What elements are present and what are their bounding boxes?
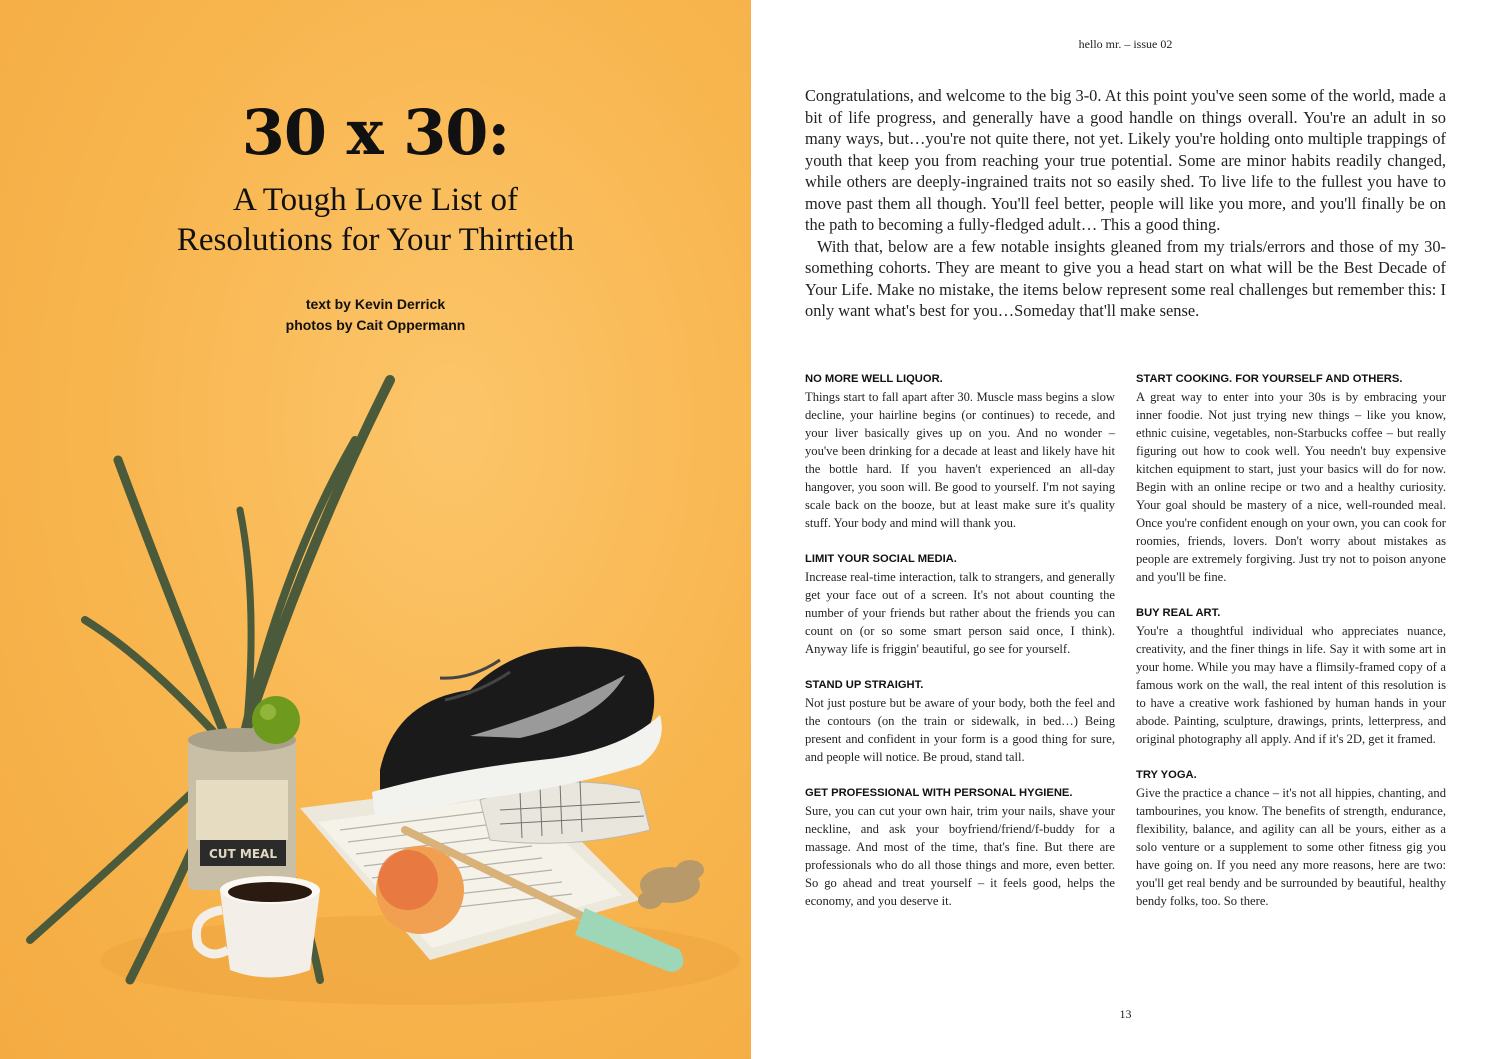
lime [252,696,300,744]
resolution-body: You're a thoughtful individual who appreciates nuance, creativity, and the finer things in life. Say it with some art in your home. While you may have a flimsily-framed copy of a famous work on the wall, the real intent of this resolution is to have a creative work fashioned by human hands in your abode. Painting, sculpture, drawings, prints, letterpress, and original photography all apply. And if it's 2D, get it framed. [1136,624,1446,746]
peach [376,846,464,934]
column-right [1136,370,1446,928]
subtitle-line-2: Resolutions for Your Thirtieth [176,222,575,258]
resolution-item [805,784,1115,910]
resolution-item [805,550,1115,658]
resolution-body: Things start to fall apart after 30. Muscle mass begins a slow decline, your hairline begins (or continues) to recede, and your liver basically gives up on you. And no wonder – you've been drinking for a decade at least and likely have hit the bottle hard. If you haven't experienced an all-day hangover, you soon will. Be good to yourself. I'm not saying scale back on the booze, but at least make sure it's quality stuff. Your body and mind will thank you. [805,390,1115,530]
resolution-item [1136,370,1446,586]
credits [0,294,751,336]
resolution-body: Not just posture but be aware of your body, both the feel and the contours (on the train or sidewalk, in bed…) Being present and confident in your form is a good thing for sure, and people will notice. Be proud, stand tall. [805,696,1115,764]
resolution-body: A great way to enter into your 30s is by embracing your inner foodie. Not just trying new things – like you know, ethnic cuisine, vegetables, non-Starbucks coffee – but really figuring out how to cook well. You needn't buy expensive kitchen equipment to start, just your basics will do for now. Begin with an online recipe or two and a healthy curiosity. Your goal should be mastery of a nice, well-rounded meal. Once you're confident enough on your own, you can cook for roomies, friends, lovers. Don't worry about mistakes as people are extremely forgiving. Just try not to poison anyone and you'll be fine. [1136,390,1446,584]
article-title: 30 x 30: [241,96,510,169]
resolution-item [1136,766,1446,910]
intro-text [805,85,1446,322]
right-page [751,0,1500,1059]
still-life-photo [0,360,751,1059]
resolution-heading: GET PROFESSIONAL WITH PERSONAL HYGIENE. [805,787,1073,799]
resolution-item [1136,604,1446,748]
article-subtitle [0,180,751,260]
ginger-root [638,860,704,909]
page-number: 13 [1119,1007,1132,1021]
text-credit: text by Kevin Derrick [305,296,446,312]
intro-paragraph-1: Congratulations, and welcome to the big 3-0. At this point you've seen some of the world, made a bit of life progress, and generally have a good handle on things overall. You're an adult in so many ways, but…you're not quite there, not yet. Likely you're holding onto multiple trappings of youth that keep you from reaching your true potential. Some are minor habits readily changed, while others are deeply-ingrained traits not so easily shed. To live life to the fullest you have to move past them all though. You'll feel better, people will like you more, and you'll finally be on the path to becoming a fully-fledged adult… This a good thing. [805,86,1446,234]
intro-paragraph-2: With that, below are a few notable insights gleaned from my trials/errors and those of my 30-something cohorts. They are meant to give you a head start on what will be the Best Decade of Your Life. Make no mistake, the items below represent some real challenges but remember this: I only want what's best for you…Someday that'll make sense. [805,236,1446,320]
resolution-heading: BUY REAL ART. [1136,607,1221,619]
resolution-heading: NO MORE WELL LIQUOR. [805,373,943,385]
tin-can [188,728,296,890]
photo-credit: photos by Cait Oppermann [285,317,466,333]
running-head: hello mr. – issue 02 [1078,37,1173,51]
resolution-heading: STAND UP STRAIGHT. [805,679,924,691]
resolution-body: Give the practice a chance – it's not all hippies, chanting, and tambourines, you know. The benefits of strength, endurance, flexibility, balance, and agility can all be yours, either as a solo venture or a supplement to some other fitness gig you have going on. If you need any more reasons, here are two: you'll get real bendy and be surrounded by beautiful, healthy bendy folks, too. So there. [1136,786,1446,908]
resolution-item [805,370,1115,532]
resolution-heading: START COOKING. FOR YOURSELF AND OTHERS. [1136,373,1403,385]
subtitle-line-1: A Tough Love List of [233,182,518,218]
can-label: CUT MEAL [209,847,277,861]
resolution-heading: TRY YOGA. [1136,769,1197,781]
resolution-item [805,676,1115,766]
resolution-body: Sure, you can cut your own hair, trim your nails, shave your neckline, and ask your boyfriend/friend/f-buddy for a massage. And most of the time, that's fine. But there are professionals who do all those things and more, even better. So go ahead and treat yourself – it feels good, helps the economy, and you deserve it. [805,804,1115,908]
resolution-heading: LIMIT YOUR SOCIAL MEDIA. [805,553,957,565]
resolution-body: Increase real-time interaction, talk to strangers, and generally get your face out of a screen. It's not about counting the number of your friends but rather about the friends you can count on (or so some smart person said once, I think). Anyway life is friggin' beautiful, go see for yourself. [805,570,1115,656]
column-left [805,370,1115,928]
